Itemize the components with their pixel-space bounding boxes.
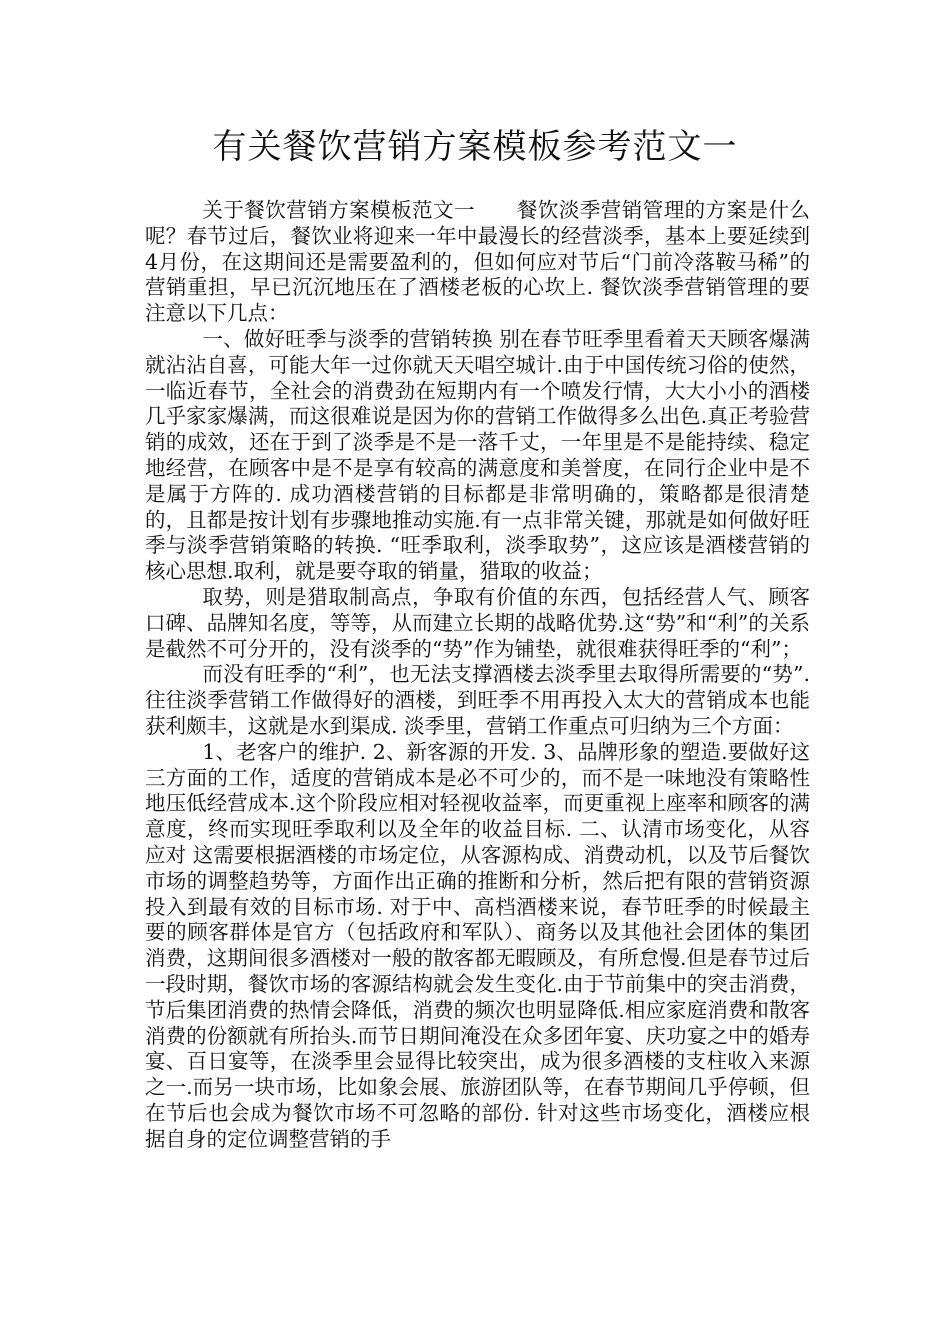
paragraph-5: 1、老客户的维护. 2、新客源的开发. 3、品牌形象的塑造.要做好这三方面的工作，适度的营销成本是必不可少的，而不是一味地没有策略性地压低经营成本.这个阶段应相对轻视收益率，而更重视上座率和顾客的满意度，终而实现旺季取利以及全年的收益目标. 二、认清市场变化，从容应对 这需要根据酒楼的市场定位，从客源构成、消费动机，以及节后餐饮市场的调整趋势等，方面作出正确的推断和分析，然后把有限的营销资源投入到最有效的目标市场. 对于中、高档酒楼来说，春节旺季的时候最主要的顾客群体是官方（包括政府和军队）、商务以及其他社会团体的集团消费，这期间很多酒楼对一般的散客都无暇顾及，有所怠慢.但是春节过后一段时期，餐饮市场的客源结构就会发生变化.由于节前集中的突击消费，节后集团消费的热情会降低，消费的频次也明显降低.相应家庭消费和散客消费的份额就有所抬头.而节日期间淹没在众多团年宴、庆功宴之中的婚寿宴、百日宴等，在淡季里会显得比较突出，成为很多酒楼的支柱收入来源之一.而另一块市场，比如象会展、旅游团队等，在春节期间几乎停顿，但在节后也会成为餐饮市场不可忽略的部份. 针对这些市场变化，酒楼应根据自身的定位调整营销的手 xyxy=(145,739,810,1151)
paragraph-4: 而没有旺季的“利”，也无法支撑酒楼去淡季里去取得所需要的“势”.往往淡季营销工作做得好的酒楼，到旺季不用再投入太大的营销成本也能获利颇丰，这就是水到渠成. 淡季里，营销工作重点可归纳为三个方面： xyxy=(145,662,810,738)
paragraph-2: 一、做好旺季与淡季的营销转换 别在春节旺季里看着天天顾客爆满就沾沾自喜，可能大年一过你就天天唱空城计.由于中国传统习俗的使然，一临近春节，全社会的消费劲在短期内有一个喷发行情，大大小小的酒楼几乎家家爆满，而这很难说是因为你的营销工作做得多么出色.真正考验营销的成效，还在于到了淡季是不是一落千丈，一年里是不是能持续、稳定地经营，在顾客中是不是享有较高的满意度和美誉度，在同行企业中是不是属于方阵的. 成功酒楼营销的目标都是非常明确的，策略都是很清楚的，且都是按计划有步骤地推动实施.有一点非常关键，那就是如何做好旺季与淡季营销策略的转换. “旺季取利，淡季取势”，这应该是酒楼营销的核心思想.取利，就是要夺取的销量，猎取的收益； xyxy=(145,326,810,584)
document-title: 有关餐饮营销方案模板参考范文一 xyxy=(212,127,738,167)
document-body xyxy=(145,198,810,1152)
paragraph-3: 取势，则是猎取制高点，争取有价值的东西，包括经营人气、顾客口碑、品牌知名度，等等，从而建立长期的战略优势.这“势”和“利”的关系是截然不可分开的，没有淡季的“势”作为铺垫，就很难获得旺季的“利”； xyxy=(145,584,810,661)
paragraph-1: 关于餐饮营销方案模板范文一 餐饮淡季营销管理的方案是什么呢？春节过后，餐饮业将迎来一年中最漫长的经营淡季，基本上要延续到4月份，在这期间还是需要盈利的，但如何应对节后“门前冷落鞍马稀”的营销重担，早已沉沉地压在了酒楼老板的心坎上. 餐饮淡季营销管理的要注意以下几点： xyxy=(145,198,810,326)
